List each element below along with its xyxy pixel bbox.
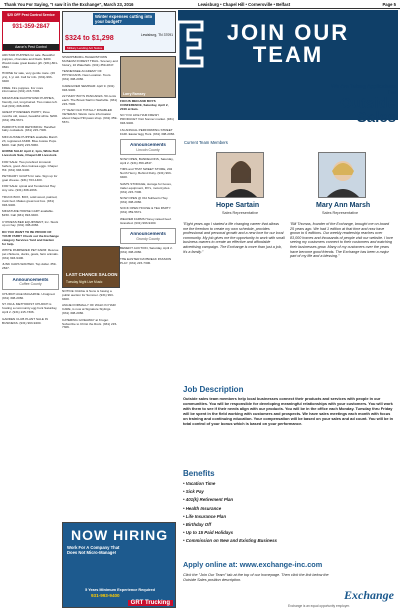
eoe-note: Exchange is an equal opportunity employer.	[288, 604, 350, 608]
listing: TRUCK BOX. BOX, solid wood, painted, truck bed. Makes great tool box. (931) 993-9400.	[2, 194, 58, 207]
grt-logo: GRT Trucking	[128, 600, 173, 606]
benefit-item: • Vacation Time	[183, 481, 216, 486]
pest-control-ad	[2, 11, 60, 51]
listing: MINIATURE DACHSHUND PUPPIES, friendly, red, long-haired. Two males left. Call (931) 308-2066.	[2, 95, 58, 108]
benefit-item: • Commission on New and Existing Business	[183, 538, 278, 544]
listing: 22 HAIRY BOYS PANCAKES. 50 cents each. The Brook Stall in Nashville. (931) 215-7306.	[62, 94, 118, 106]
header-center: Lewisburg • Chapel Hill • Cornersville • Belfast	[198, 2, 291, 7]
hope-quote: "Eight years ago I started a life changing career that allows me the freedom to create my own schedule, provides professional and personal growth and a new love for our local community. My job gives me the opportunity to work with small business owners to create an effective and affordable advertising campaign. The Exchange is more than just a job, it's a family."	[183, 222, 285, 254]
listing: NOW OPEN, BANDELIONS, Saturday, April 2. (931) 359-2847.	[120, 157, 174, 165]
listing: CYPRESS BED EQUIPMENT, Inc. Stock up on hay. (931) 308-2066.	[2, 219, 59, 228]
mary-role: Sales Representative	[322, 211, 359, 215]
person-photo-icon	[217, 153, 264, 198]
listing: SO YOU LIKE HAM FRESH PRODUCE? Visit Sonner market. (931) 993-9400.	[120, 113, 174, 126]
winter-ad-price: $324 to $1,298	[65, 33, 114, 42]
listing: SHARPSBURG-HAGERSTOWN MUSEUM FOREST TRAIL. Scenery and history, 10 Waterfalls. (931) 359-2847.	[62, 56, 118, 67]
listing: BENEFIT AUCTION, Saturday, April 2. (931) 308-2066.	[120, 246, 173, 255]
winter-ad-store: Lewisburg, TN 37091	[140, 33, 173, 37]
page-header	[0, 0, 400, 9]
listing: HORSE for sale, very gentle mare. (26 yrs), 1 yr old. Call for info. (931)-993-9400	[2, 71, 55, 84]
hope-role: Sales Representative	[222, 211, 259, 215]
hiring-ad-line: Work For A Company That Does Not Micro-Manage!	[67, 545, 120, 555]
benefits-list	[183, 480, 277, 546]
outside-sales-heading: Outside Sales	[340, 95, 396, 126]
listing: SOCK OPEN HOUSE & TEA PARTY. (931) 359-5671.	[120, 206, 172, 215]
current-team-label: Current Team Members	[184, 140, 228, 145]
hiring-ad-head: NOW HIRING	[71, 527, 169, 543]
job-description-text: Outside sales team members help local businesses connect their products and services with people in our communities. You will be responsible for developing meaningful relationships with your customers. You will work with them to see if their needs align with our products. You will be in the office each Monday. Tuesday thru Friday will be spent in the field working with customers and prospects. We have sales meetings each month with focus on training and continuing education. Your compensation will be based on your sales and ad count. You will be in total control of your bonus which is based on your performance.	[183, 396, 394, 426]
winter-ad-head: Winter expenses cutting into your budget?	[93, 13, 155, 25]
saloon-ad-sub: Tuesday Night Live Music	[66, 280, 103, 284]
pest-ad-brand: Aaron's Pest Control	[3, 44, 59, 50]
listing: CAREGIVER SEMINAR: April 9. (931) 993-9400.	[62, 83, 115, 92]
listing: HORSE SALE! April 2, 1pm, White Bull Livestock Sale, Chapel Hill Livestock.	[2, 149, 59, 158]
mary-photo	[318, 152, 366, 198]
classified-column-3	[120, 100, 176, 460]
benefit-item: • Up to 15 Paid Holidays	[183, 530, 234, 536]
apply-online-link[interactable]: Apply online at: www.exchange-inc.com	[183, 560, 323, 569]
listing: CHURCH AGE MAGAZINE. Unsigned. (931) 308-2066.	[2, 291, 56, 300]
listing: GREAT PYRENEES PUPPY, three months old, sweet, beautiful white. $200. (931) 359-5671.	[2, 110, 58, 123]
listing: PET/DAIRY GOATS for sale. Sign up for goat cheese. (931) 703-1400.	[2, 174, 58, 182]
listing: NOW OPEN @ Old Sullivan's Hwy. (931) 308-2066.	[120, 196, 169, 204]
section-header: Announcements Grundy County	[120, 228, 176, 244]
benefit-item: • 401(k) Retirement Plan	[183, 497, 234, 503]
section-header: Announcements Lincoln County	[120, 139, 176, 155]
applications-text: We Are Taking Applications For	[331, 84, 396, 96]
winter-ad-disclaimer: Military Lending Act Notice	[67, 46, 103, 50]
hiring-ad-phone: 931-993-9400	[91, 593, 120, 598]
apply-instructions: Click the "Join Our Team" tab at the top of our homepage. Then click the link below the Outside Sales position description.	[183, 573, 329, 582]
pest-ad-phone: 931-359-2847	[12, 24, 50, 30]
page-number: Page 5	[382, 2, 396, 7]
saloon-ad	[62, 246, 120, 288]
join-title: JOIN OUR TEAM	[226, 20, 350, 67]
listing: ST. PAUL METHODIST CHURCH is hosting a community egg hunt Saturday, April 2. (931) 215-7306.	[2, 302, 58, 315]
hope-photo	[216, 152, 264, 198]
ramsey-photo-ad	[120, 56, 176, 98]
listing: NOTICE: Robbie & Sons is having a public auction for Summer. (931) 993-9400.	[62, 290, 114, 301]
person-photo-icon	[319, 153, 366, 198]
benefits-heading: Benefits	[183, 469, 215, 478]
exchange-e-logo-icon	[178, 18, 208, 70]
section-header: Announcements Coffee County	[2, 274, 59, 290]
pest-ad-head: $25 OFF Pest Control Service	[3, 12, 59, 22]
benefit-item: • Health Insurance	[183, 505, 222, 511]
listing: ANGIE FORMALLY OF WALK IN HAIR CARE, is now at Signature Stylings. (931) 308-2066.	[62, 303, 116, 316]
listing: MINIATURE HORSE CART available. $150. Call (931) 993-9400.	[2, 209, 54, 218]
listing: GARDEN CLUB PLANT SALE IN BUSINESS. (931) 993-9400.	[2, 316, 48, 325]
listing: TIMS and THAT SWEET STORE, 204 North Henry, Behind Ruby. (931) 993-9400.	[120, 167, 173, 180]
listing: DO YOU WANT TO BE PROUD OF YOUR YARD? Check out the Exchange category Services Yard and Garden for help.	[2, 229, 59, 246]
listing: 1St ANNUAL PERFORMING STREET FAIR. Easter Egg Hunt. (931) 308-2066.	[120, 127, 176, 136]
listing: WEAVER FARMS Honey raised beef. Grassfed. (931) 993-9400.	[120, 216, 172, 225]
mary-quote: "Bill Thomas, founder of the Exchange, brought me on board 25 years ago. We had 1 edition at that time and now have grown to 6 editions. Our weekly readership reaches over 83,000 homes and thousands of people visit our website. I love seeing my customers connect to their customers and watching their businesses grow. Many of my customers over the years have become good friends. The Exchange has been a major part of my life and a blessing."	[290, 222, 393, 259]
listing: CATERING GIVEAWAY at Kroger. Subscribe to Christ the Rock. (931) 215-7306.	[62, 317, 118, 330]
job-description-heading: Job Description	[183, 385, 244, 394]
exchange-brand-logo: Exchange	[343, 588, 394, 602]
hiring-ad-footer: 5 Years Minimum Experience Required	[85, 588, 155, 592]
listing: THE EASTER DAYBREAK PASSION PLAY. (931) 215-7306.	[120, 256, 172, 265]
listing: PARROTS FOR REHOMING: Handfed baby cockatiels. (931) 215-7306.	[2, 124, 56, 133]
header-left: Thank You For Saying, "I saw it in the Exchange", March 23, 2016	[4, 2, 134, 7]
listing: FOCUS MEN AND BOYS CONFERENCE, Saturday, April 2, 2016 at 9am.	[120, 100, 169, 111]
listing: TENNESSEE ACADEMY OF PHYSICIANS. New Location. Tours. (931) 308-2066.	[62, 69, 112, 82]
benefit-item: • Sick Pay	[183, 489, 204, 495]
listing: JUNK CARS WANTED. Top dollar. 359-2847.	[2, 262, 57, 271]
listing: 77 YEAR OLD TOTALLY DISABLED VETERAN. Wants more information about Chapel Hill pawn shop. (931) 359-5671.	[62, 108, 118, 125]
winter-loan-ad	[62, 11, 176, 53]
listing: MINI AUSSIE PUPPIES available March 23, registered ASDR. Blue Aussie Pups. $400. Call (615) 215-5060.	[2, 134, 58, 147]
listing: FREE. Fire puppies. For more information (931) 215-7306.	[2, 85, 44, 94]
listing: FOR SALE: Two purebred Limousin heifers, good. Also Guinea eggs. Chapel Hill. (931) 993-9400.	[2, 159, 58, 172]
ramsey-label: Larry Ramsey	[123, 92, 146, 96]
listing: WHITE PAMPERED PET FARM: Rescue pet chickens, ducks, goats, farm animals. (931) 993-9400.	[2, 248, 59, 260]
saloon-ad-head: LAST CHANCE SALOON	[66, 272, 118, 277]
hope-name: Hope Sartain	[216, 202, 260, 209]
benefit-item: • Life Insurance Plan	[183, 513, 227, 519]
classified-column-1	[2, 54, 59, 602]
mary-name: Mary Ann Marsh	[316, 202, 371, 209]
listing: ARCTAIR PUPPIES for sale. Beautiful puppies, chocolate and black. $400. Would make great Easter gift. (931)-801-0821	[2, 54, 59, 69]
benefit-item: • Birthday Off	[183, 522, 212, 528]
now-hiring-ad	[62, 522, 176, 608]
join-our-team-ad	[178, 10, 398, 610]
listing: SAM'S STORAGE, storage for boxes, trailer equipment, RV's, motorcycles. (931) 215-7306.	[120, 181, 172, 194]
listing: FOR SALE: spinal and Tenderized Hay. Any size. (931) 308-2066.	[2, 184, 57, 193]
classified-column-2b	[62, 290, 118, 450]
